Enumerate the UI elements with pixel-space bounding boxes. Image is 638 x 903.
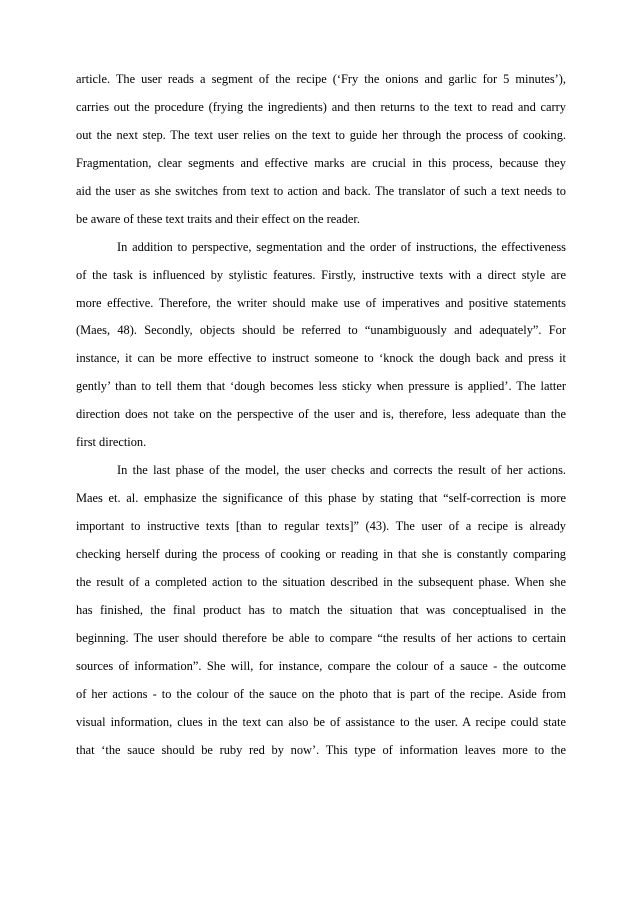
text-line: more effective. Therefore, the writer should make use of imperatives and positive statements — [76, 295, 566, 310]
text-line: gently’ than to tell them that ‘dough becomes less sticky when pressure is applied’. The latter — [76, 379, 566, 394]
text-line: important to instructive texts [than to regular texts]” (43). The user of a recipe is already — [76, 519, 566, 533]
text-line: (Maes, 48). Secondly, objects should be referred to “unambiguously and adequately”. For — [76, 323, 566, 338]
text-line: that ‘the sauce should be ruby red by now’. This type of information leaves more to the — [76, 742, 566, 757]
text-line: Fragmentation, clear segments and effective marks are crucial in this process, because they — [76, 155, 566, 170]
text-line: Maes et. al. emphasize the significance of this phase by stating that “self-correction is more — [76, 491, 566, 506]
text-line: the result of a completed action to the situation described in the subsequent phase. When she — [76, 574, 566, 589]
text-line: aid the user as she switches from text to action and back. The translator of such a text needs to — [76, 183, 566, 198]
text-line: In the last phase of the model, the user checks and corrects the result of her actions. — [117, 463, 566, 478]
text-line: article. The user reads a segment of the recipe (‘Fry the onions and garlic for 5 minutes’), — [76, 72, 566, 86]
text-line: direction does not take on the perspective of the user and is, therefore, less adequate than the — [76, 407, 566, 422]
text-line: be aware of these text traits and their effect on the reader. — [76, 211, 360, 226]
text-line: of the task is influenced by stylistic features. Firstly, instructive texts with a direct style are — [76, 267, 566, 282]
text-line: sources of information”. She will, for instance, compare the colour of a sauce - the outcome — [76, 658, 566, 673]
text-line: instance, it can be more effective to instruct someone to ‘knock the dough back and press it — [76, 351, 566, 366]
text-line: has finished, the final product has to match the situation that was conceptualised in the — [76, 602, 566, 617]
body-text — [76, 69, 566, 767]
text-line: checking herself during the process of cooking or reading in that she is constantly comparing — [76, 546, 566, 561]
text-line: out the next step. The text user relies on the text to guide her through the process of cooking. — [76, 127, 566, 142]
text-line: of her actions - to the colour of the sauce on the photo that is part of the recipe. Aside from — [76, 686, 566, 701]
text-line: beginning. The user should therefore be able to compare “the results of her actions to certain — [76, 630, 566, 645]
text-line: carries out the procedure (frying the ingredients) and then returns to the text to read and carry — [76, 99, 566, 114]
text-line: first direction. — [76, 435, 147, 450]
text-line: In addition to perspective, segmentation and the order of instructions, the effectiveness — [117, 239, 566, 254]
text-line: visual information, clues in the text can also be of assistance to the user. A recipe could state — [76, 714, 566, 729]
